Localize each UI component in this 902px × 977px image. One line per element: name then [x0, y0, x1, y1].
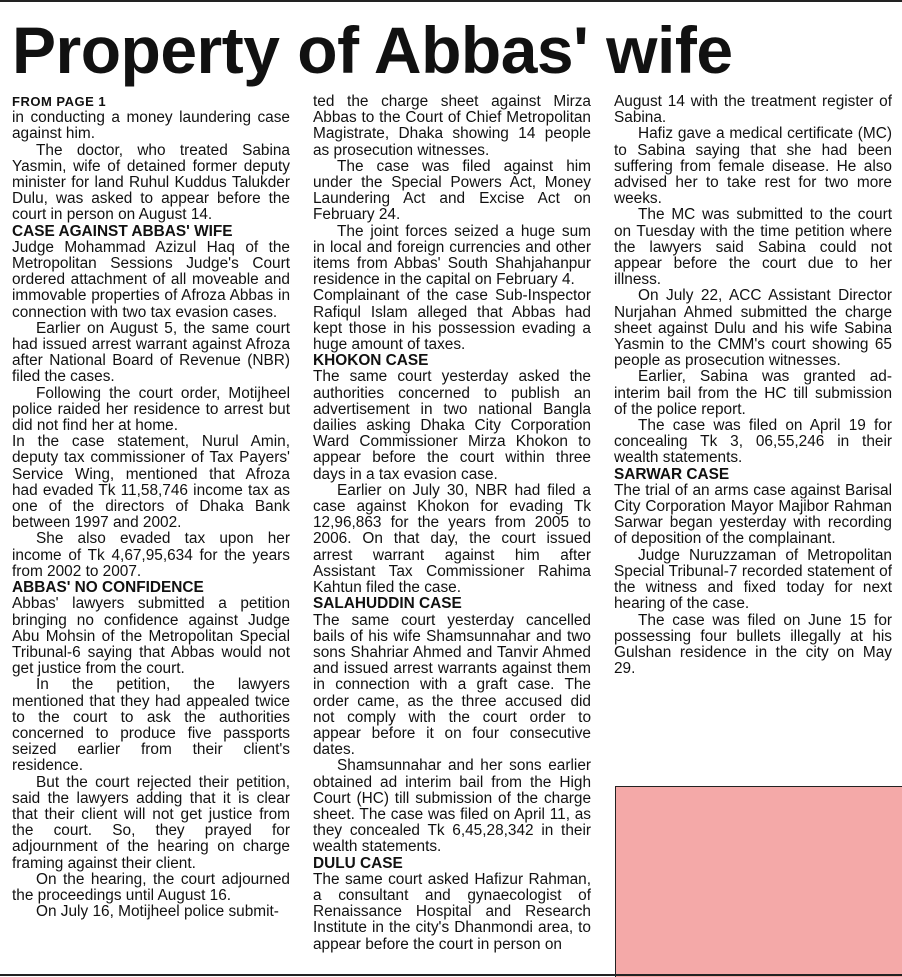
- paragraph: in conducting a money laundering case against him.: [12, 109, 290, 143]
- paragraph: The same court yesterday cancelled bails of his wife Shamsunnahar and two sons Shahriar Ahmed and Tanvir Ahmed and issued arrest warrants against them in connection with a graft case. The order came, as the three accused did not comply with the court order to appear before it on four consecutive dates.: [313, 611, 591, 759]
- paragraph: The MC was submitted to the court on Tuesday with the time petition where the lawyers said Sabina could not appear before the court due to her illness.: [614, 206, 892, 289]
- paragraph: The doctor, who treated Sabina Yasmin, wife of detained former deputy minister for land Ruhul Kuddus Talukder Dulu, was asked to appear before the court in person on August 14.: [12, 141, 290, 224]
- subheading: DULU CASE: [313, 854, 403, 872]
- subheading: CASE AGAINST ABBAS' WIFE: [12, 222, 233, 240]
- subheading: SARWAR CASE: [614, 465, 730, 483]
- article-column-1: [12, 94, 290, 974]
- paragraph: On July 16, Motijheel police submit-: [36, 903, 279, 921]
- paragraph: But the court rejected their petition, said the lawyers adding that it is clear that their client will not get justice from the court. So, they prayed for adjournment of the hearing on charge framing against their client.: [12, 773, 290, 872]
- subheading: KHOKON CASE: [313, 352, 429, 370]
- top-rule: [0, 0, 902, 2]
- paragraph: Hafiz gave a medical certificate (MC) to Sabina saying that she had been suffering from female disease. He also advised her to take rest for two more weeks.: [614, 125, 892, 208]
- article-column-2: [313, 94, 591, 974]
- paragraph: In the case statement, Nurul Amin, deputy tax commissioner of Tax Payers' Service Wing, mentioned that Afroza had evaded Tk 11,58,746 income tax as one of the directors of Dhaka Bank between 1997 and 2002.: [12, 433, 290, 532]
- paragraph: ted the charge sheet against Mirza Abbas to the Court of Chief Metropolitan Magistrate, Dhaka showing 14 people as prosecution witnesses.: [313, 94, 591, 159]
- paragraph: She also evaded tax upon her income of Tk 4,67,95,634 for the years from 2002 to 2007.: [12, 530, 290, 580]
- advertisement-box: [615, 786, 902, 977]
- paragraph: Complainant of the case Sub-Inspector Rafiqul Islam alleged that Abbas had kept those in his possession evading a huge amount of taxes.: [313, 287, 591, 354]
- paragraph: Earlier, Sabina was granted ad-interim bail from the HC till submission of the police report.: [614, 368, 892, 418]
- subheading: SALAHUDDIN CASE: [313, 595, 462, 613]
- paragraph: On July 22, ACC Assistant Director Nurjahan Ahmed submitted the charge sheet against Dulu and his wife Sabina Yasmin to the CMM's court showing 65 people as prosecution witnesses.: [614, 287, 892, 370]
- headline: Property of Abbas' wife: [12, 13, 733, 87]
- paragraph: The trial of an arms case against Barisal City Corporation Mayor Majibor Rahman Sarwar began yesterday with recording of deposition of the complainant.: [614, 481, 892, 548]
- paragraph: The case was filed on June 15 for possessing four bullets illegally at his Gulshan residence in the city on May 29.: [614, 611, 892, 678]
- paragraph: The case was filed on April 19 for concealing Tk 3, 06,55,246 in their wealth statements.: [614, 417, 892, 467]
- subheading: ABBAS' NO CONFIDENCE: [12, 579, 204, 597]
- paragraph: On the hearing, the court adjourned the proceedings until August 16.: [12, 870, 290, 904]
- paragraph: Judge Nuruzzaman of Metropolitan Special Tribunal-7 recorded statement of the witness and fixed today for next hearing of the case.: [614, 546, 892, 613]
- paragraph: Earlier on July 30, NBR had filed a case against Khokon for evading Tk 12,96,863 for the years from 2005 to 2006. On that day, the court issued arrest warrant against him after Assistant Tax Commissioner Rahima Kahtun filed the case.: [313, 481, 591, 597]
- paragraph: August 14 with the treatment register of Sabina.: [614, 94, 892, 127]
- paragraph: Judge Mohammad Azizul Haq of the Metropolitan Sessions Judge's Court ordered attachment of all moveable and immovable properties of Afroza Abbas in connection with two tax evasion cases.: [12, 238, 290, 321]
- paragraph: Following the court order, Motijheel police raided her residence to arrest but did not find her at home.: [12, 384, 290, 435]
- paragraph: The case was filed against him under the Special Powers Act, Money Laundering Act and Excise Act on February 24.: [313, 157, 591, 224]
- paragraph: Shamsunnahar and her sons earlier obtained ad interim bail from the High Court (HC) till submission of the charge sheet. The case was filed on April 11, as they concealed Tk 6,45,28,342 in their wealth statements.: [313, 757, 591, 856]
- continuation-label: FROM PAGE 1: [12, 94, 107, 109]
- paragraph: Earlier on August 5, the same court had issued arrest warrant against Afroza after National Board of Revenue (NBR) filed the cases.: [12, 319, 290, 386]
- paragraph: The joint forces seized a huge sum in local and foreign currencies and other items from Abbas' South Shahjahanpur residence in the capital on February 4.: [313, 222, 591, 289]
- paragraph: In the petition, the lawyers mentioned that they had appealed twice to the court to ask the authorities concerned to produce five passports seized earlier from their client's residence.: [12, 676, 290, 775]
- paragraph: Abbas' lawyers submitted a petition bringing no confidence against Judge Abu Mohsin of the Metropolitan Special Tribunal-6 saying that Abbas would not get justice from the court.: [12, 595, 290, 678]
- paragraph: The same court asked Hafizur Rahman, a consultant and gynaecologist of Renaissance Hospital and Research Institute in the city's Dhanmondi area, to appear before the court in person on: [313, 870, 591, 953]
- paragraph: The same court yesterday asked the authorities concerned to publish an advertisement in two national Bangla dailies asking Dhaka City Corporation Ward Commissioner Mirza Khokon to appear before the court within three days in a tax evasion case.: [313, 368, 591, 483]
